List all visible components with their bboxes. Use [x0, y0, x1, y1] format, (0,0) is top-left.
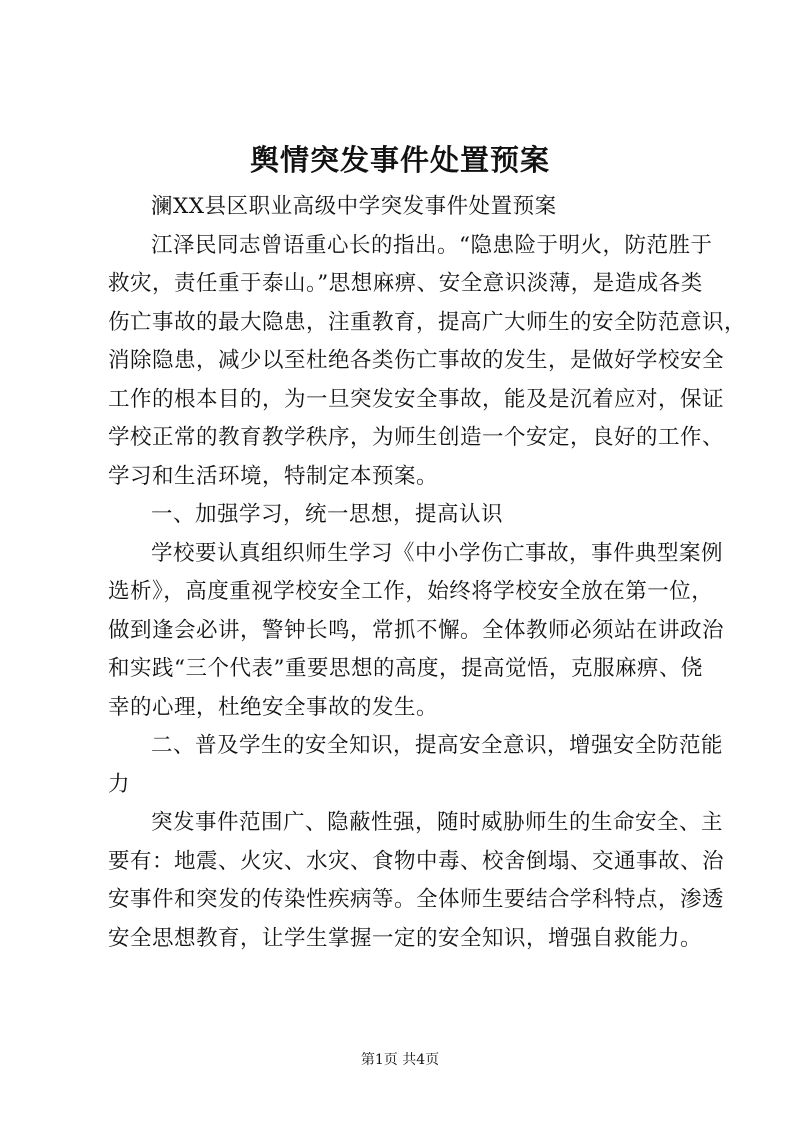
body-line: 幸的心理，杜绝安全事故的发生。: [108, 694, 439, 720]
document-body: [108, 188, 747, 958]
body-line: 伤亡事故的最大隐患，注重教育，提高广大师生的安全防范意识，: [108, 309, 747, 335]
body-line: 安全思想教育，让学生掌握一定的安全知识，增强自救能力。: [108, 925, 703, 951]
body-line: 和实践“三个代表”重要思想的高度，提高觉悟，克服麻痹、侥: [108, 656, 703, 681]
body-line: 消除隐患，减少以至杜绝各类伤亡事故的发生，是做好学校安全: [108, 348, 725, 373]
body-line: 学习和生活环境，特制定本预案。: [108, 463, 439, 489]
section-heading-continued: 力: [108, 771, 131, 797]
document-title: 舆情突发事件处置预案: [249, 143, 550, 177]
body-line: 澜XX县区职业高级中学突发事件处置预案: [151, 194, 557, 219]
body-line: 工作的根本目的，为一旦突发安全事故，能及是沉着应对，保证: [108, 386, 725, 412]
body-line: 选析》，高度重视学校安全工作，始终将学校安全放在第一位，: [108, 579, 714, 604]
body-line: 江泽民同志曾语重心长的指出。“隐患险于明火，防范胜于: [151, 232, 713, 258]
page-number: 第1页 共4页: [360, 1052, 440, 1068]
body-line: 突发事件范围广、隐蔽性强，随时威胁师生的生命安全、主: [151, 810, 724, 835]
body-line: 要有：地震、火灾、水灾、食物中毒、校舍倒塌、交通事故、治: [108, 848, 725, 874]
body-line: 学校要认真组织师生学习《中小学伤亡事故，事件典型案例: [151, 540, 724, 566]
section-heading: 一、加强学习，统一思想，提高认识: [151, 502, 504, 527]
body-line: 做到逢会必讲，警钟长鸣，常抓不懈。全体教师必须站在讲政治: [108, 617, 725, 643]
section-heading: 二、普及学生的安全知识，提高安全意识，增强安全防范能: [151, 733, 724, 758]
body-line: 安事件和突发的传染性疾病等。全体师生要结合学科特点，渗透: [108, 887, 725, 912]
body-line: 学校正常的教育教学秩序，为师生创造一个安定，良好的工作、: [108, 425, 725, 450]
body-line: 救灾，责任重于泰山。”思想麻痹、安全意识淡薄，是造成各类: [108, 271, 703, 296]
